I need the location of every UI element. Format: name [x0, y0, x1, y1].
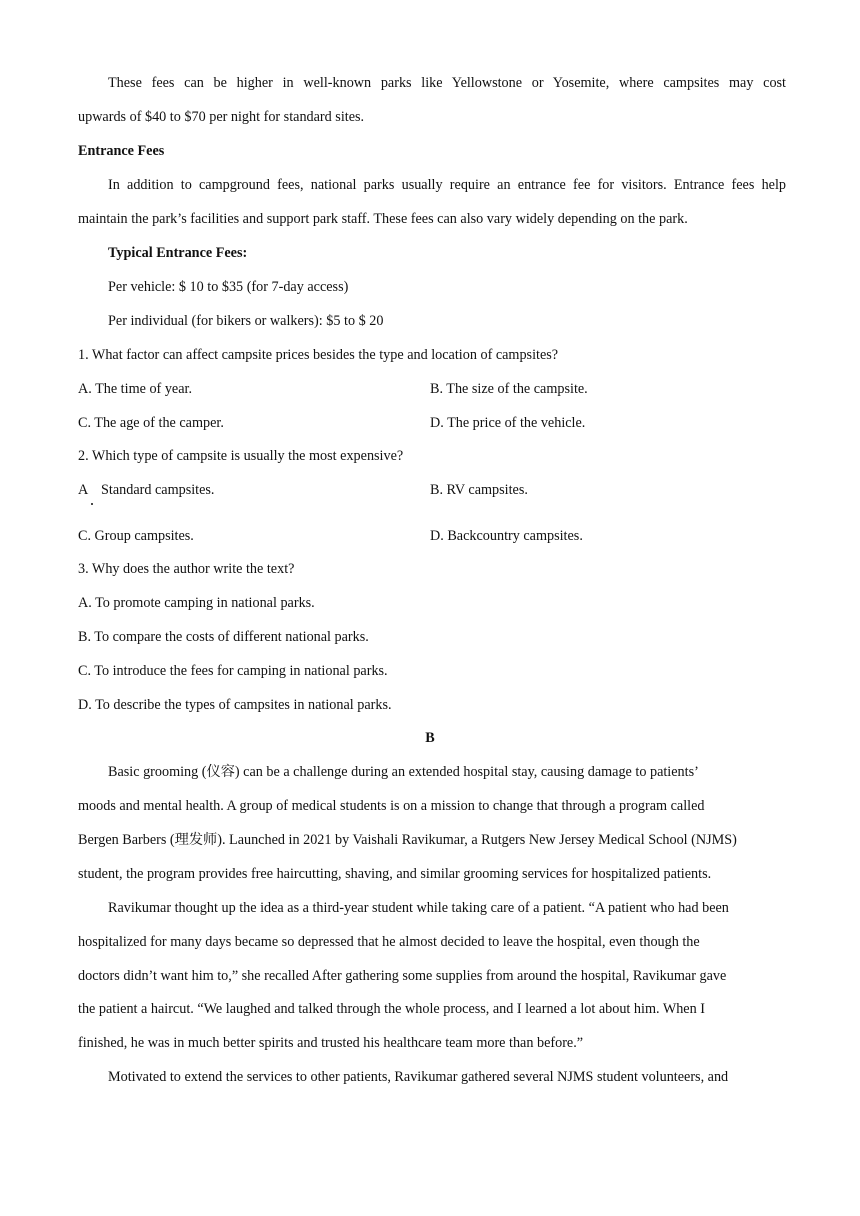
paragraph-line: These fees can be higher in well-known parks like Yellowstone or Yosemite, where campsites may cost [108, 75, 786, 91]
question-stem: 3. Why does the author write the text? [78, 561, 295, 577]
paragraph-line: the patient a haircut. “We laughed and talked through the whole process, and I learned a lot about him. When I [78, 1001, 705, 1017]
answer-option: C. To introduce the fees for camping in national parks. [78, 663, 388, 679]
paragraph-line: Motivated to extend the services to other patients, Ravikumar gathered several NJMS student volunteers, and [108, 1069, 729, 1085]
paragraph-line: maintain the park’s facilities and support park staff. These fees can also vary widely depending on the park. [78, 211, 688, 227]
question-stem: 2. Which type of campsite is usually the most expensive? [78, 448, 404, 464]
answer-option: D. To describe the types of campsites in national parks. [78, 697, 392, 713]
answer-option: B. To compare the costs of different national parks. [78, 629, 369, 645]
paragraph-line: upwards of $40 to $70 per night for standard sites. [78, 109, 365, 125]
passage-label: B [425, 730, 435, 746]
answer-option: C. The age of the camper. [78, 415, 224, 431]
answer-option: B. The size of the campsite. [430, 381, 588, 397]
fee-item: Per individual (for bikers or walkers): $5 to $ 20 [108, 313, 384, 329]
paragraph-line: moods and mental health. A group of medical students is on a mission to change that through a program called [78, 798, 705, 814]
answer-option-letter: A [78, 482, 89, 498]
section-heading: Entrance Fees [78, 143, 165, 159]
answer-option: A. To promote camping in national parks. [78, 595, 315, 611]
subheading: Typical Entrance Fees: [108, 245, 248, 261]
question-stem: 1. What factor can affect campsite prices besides the type and location of campsites? [78, 347, 559, 363]
fee-item: Per vehicle: $ 10 to $35 (for 7-day access) [108, 279, 349, 295]
paragraph-line: In addition to campground fees, national parks usually require an entrance fee for visitors. Entrance fees help [108, 177, 786, 193]
answer-option: Standard campsites. [101, 482, 215, 498]
paragraph-line: student, the program provides free haircutting, shaving, and similar grooming services for hospitalized patients. [78, 866, 712, 882]
answer-option: C. Group campsites. [78, 528, 194, 544]
paragraph-line: finished, he was in much better spirits and trusted his healthcare team more than before.” [78, 1035, 584, 1051]
answer-option: B. RV campsites. [430, 482, 528, 498]
paragraph-line: hospitalized for many days became so depressed that he almost decided to leave the hospital, even though the [78, 934, 700, 950]
paragraph-line: Ravikumar thought up the idea as a third-year student while taking care of a patient. “A patient who had been [108, 900, 729, 916]
stray-dot [91, 503, 93, 505]
paragraph-line: doctors didn’t want him to,” she recalled After gathering some supplies from around the hospital, Ravikumar gave [78, 968, 727, 984]
answer-option: D. Backcountry campsites. [430, 528, 583, 544]
paragraph-line: Bergen Barbers (理发师). Launched in 2021 by Vaishali Ravikumar, a Rutgers New Jersey Medical School (NJMS) [78, 832, 737, 848]
paragraph-line: Basic grooming (仪容) can be a challenge during an extended hospital stay, causing damage to patients’ [108, 764, 699, 780]
answer-option: D. The price of the vehicle. [430, 415, 586, 431]
answer-option: A. The time of year. [78, 381, 192, 397]
